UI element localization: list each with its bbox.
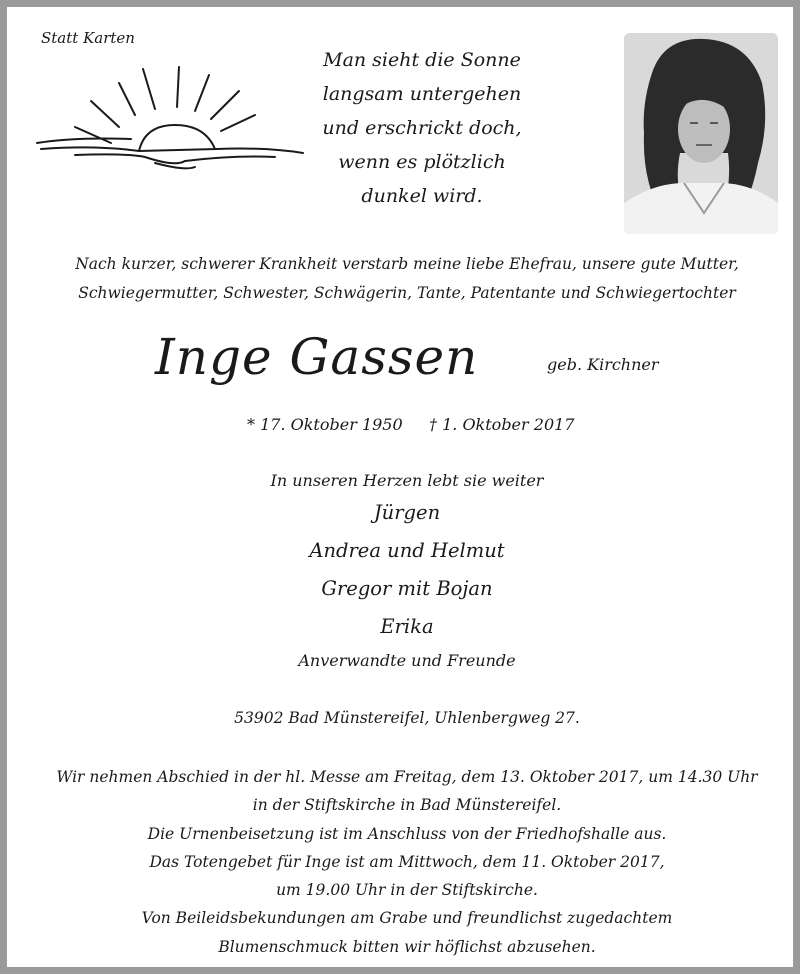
family-block [107, 468, 707, 676]
poem-line: langsam untergehen [322, 83, 522, 105]
name-row [7, 325, 800, 395]
family-member: Gregor mit Bojan [321, 577, 493, 600]
intro-line: Schwiegermutter, Schwester, Schwägerin, Tante, Patentante und Schwiegertochter [78, 284, 736, 302]
portrait-image [624, 33, 778, 234]
poem [307, 43, 537, 213]
closing-text [37, 763, 777, 961]
closing-line: Von Beileidsbekundungen am Grabe und freundlichst zugedachtem [141, 909, 673, 928]
poem-line: dunkel wird. [361, 185, 483, 207]
birth-date: * 17. Oktober 1950 [247, 415, 403, 434]
poem-line: wenn es plötzlich [338, 151, 506, 173]
closing-line: Wir nehmen Abschied in der hl. Messe am Freitag, dem 13. Oktober 2017, um 14.30 Uhr [56, 768, 758, 786]
family-member: Andrea und Helmut [309, 539, 505, 562]
closing-line: Das Totengebet für Inge ist am Mittwoch, dem 11. Oktober 2017, [149, 852, 665, 871]
family-member: Jürgen [373, 501, 441, 524]
intro-line: Nach kurzer, schwerer Krankheit verstarb meine liebe Ehefrau, unsere gute Mutter, [75, 255, 739, 273]
poem-line: Man sieht die Sonne [323, 49, 521, 71]
sunset-icon [35, 63, 307, 175]
intro-text [47, 250, 767, 308]
family-member: Erika [380, 615, 434, 638]
closing-line: Die Urnenbeisetzung ist im Anschluss von der Friedhofshalle aus. [147, 824, 667, 843]
deceased-name: Inge Gassen [155, 328, 479, 386]
birth-name: geb. Kirchner [547, 355, 659, 374]
relatives-line: Anverwandte und Freunde [298, 651, 516, 670]
death-date: † 1. Oktober 2017 [429, 415, 575, 434]
closing-line: um 19.00 Uhr in der Stiftskirche. [276, 881, 538, 900]
closing-line: in der Stiftskirche in Bad Münstereifel. [252, 796, 562, 815]
poem-line: und erschrickt doch, [322, 117, 522, 139]
family-lead: In unseren Herzen lebt sie weiter [270, 471, 544, 490]
closing-line: Blumenschmuck bitten wir höflichst abzusehen. [218, 937, 596, 956]
address: 53902 Bad Münstereifel, Uhlenbergweg 27. [234, 709, 580, 727]
portrait-photo [624, 33, 778, 234]
statt-karten-label: Statt Karten [41, 29, 135, 47]
